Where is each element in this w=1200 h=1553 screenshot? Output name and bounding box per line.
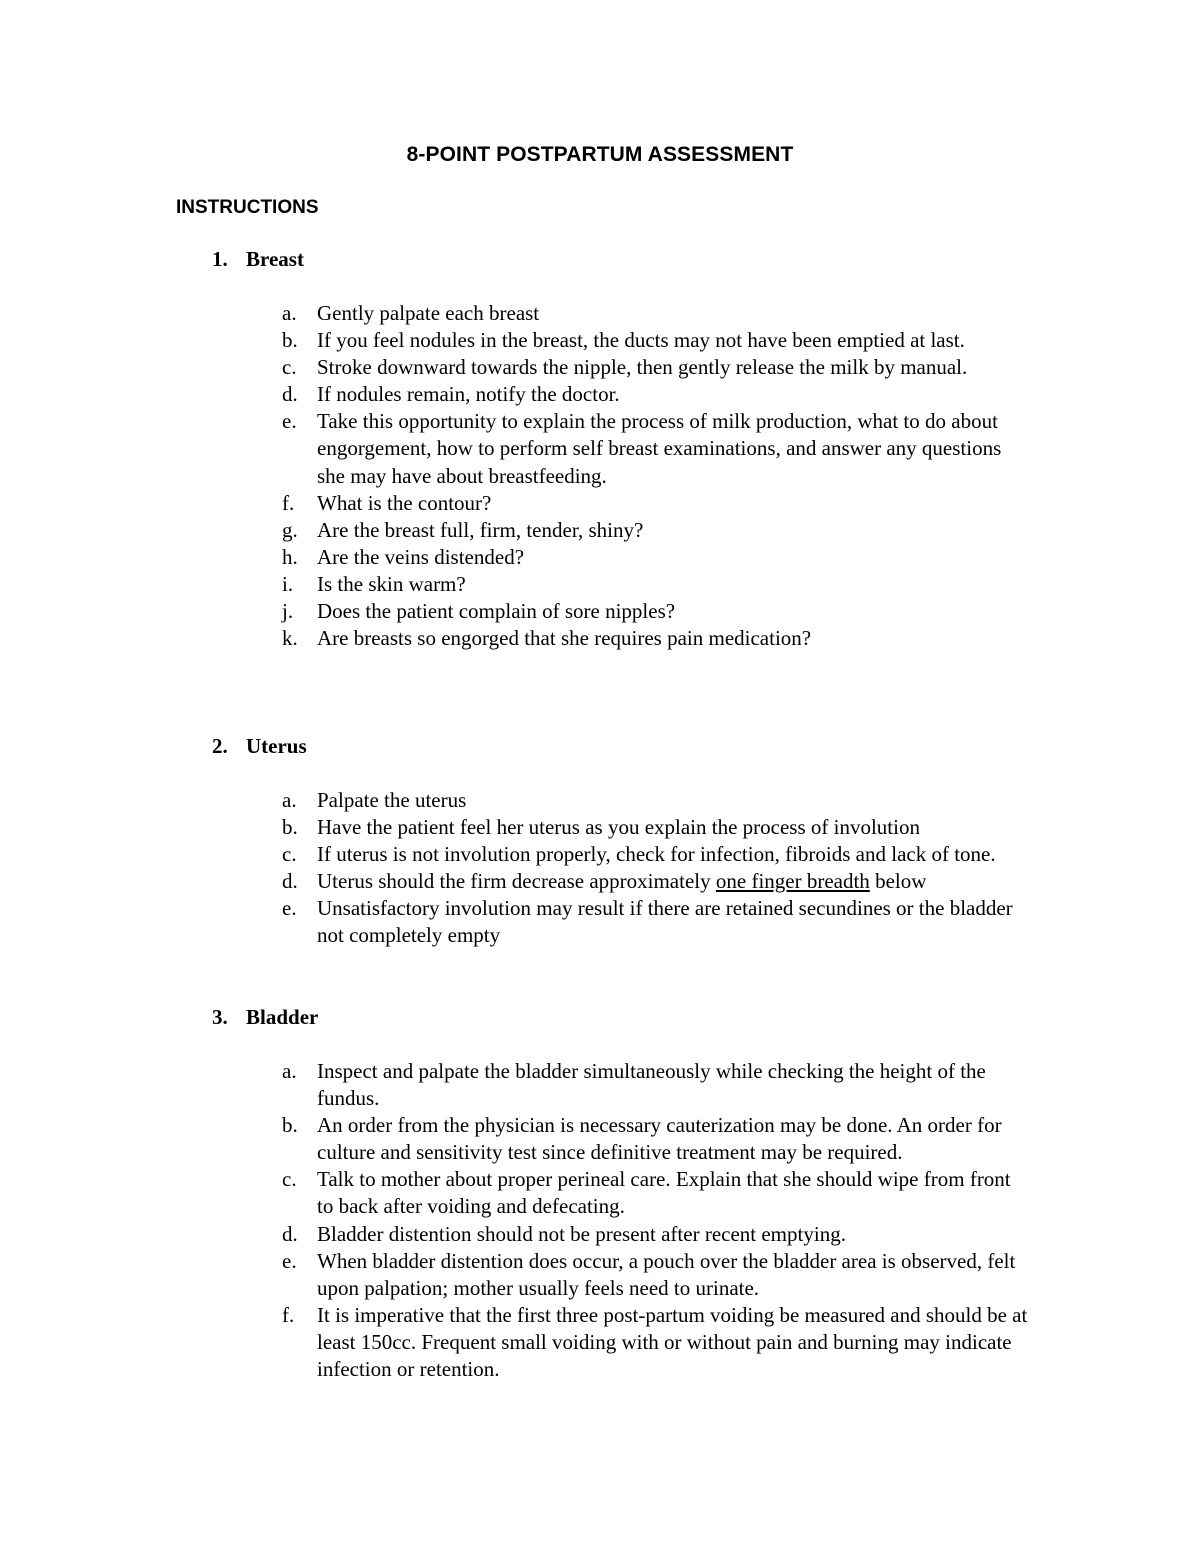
item-letter: a. [282, 788, 297, 812]
item-letter: e. [282, 1248, 297, 1273]
item-letter: a. [282, 1059, 297, 1083]
item-letter: c. [282, 842, 297, 867]
section-heading-bladder [212, 1005, 318, 1030]
item-text: Stroke downward towards the nipple, then gently release the milk by manual. [317, 355, 968, 380]
item-letter: h. [282, 544, 298, 569]
section-title: Breast [246, 247, 304, 271]
list-item [282, 841, 1032, 868]
list-item [282, 381, 1032, 408]
list-item [282, 625, 1032, 652]
item-text: When bladder distention does occur, a pouch over the bladder area is observed, felt upon palpation; mother usually feels need to urinate. [317, 1248, 1016, 1300]
list-item [282, 354, 1032, 381]
item-text: Inspect and palpate the bladder simultaneously while checking the height of the fundus. [317, 1059, 986, 1111]
list-item [282, 571, 1032, 598]
list-item [282, 300, 1032, 327]
item-text: If you feel nodules in the breast, the ducts may not have been emptied at last. [317, 328, 965, 353]
list-item [282, 895, 1032, 949]
item-letter: b. [282, 328, 298, 353]
item-text: It is imperative that the first three post-partum voiding be measured and should be at least 150cc. Frequent small voiding with or without pain and burning may indicate infection or retention. [317, 1302, 1028, 1382]
section-heading-breast [212, 247, 304, 272]
list-item [282, 598, 1032, 625]
item-text: Gently palpate each breast [317, 301, 540, 325]
item-text: Bladder distention should not be present after recent emptying. [317, 1221, 846, 1246]
bladder-item-list [282, 1058, 1032, 1383]
item-text: What is the contour? [317, 490, 492, 515]
item-text: If uterus is not involution properly, check for infection, fibroids and lack of tone. [317, 842, 996, 867]
item-letter: k. [282, 626, 298, 651]
item-text [317, 868, 1032, 895]
list-item [282, 408, 1032, 489]
item-letter: g. [282, 517, 298, 542]
item-text-part: below [869, 869, 927, 894]
instructions-heading: INSTRUCTIONS [176, 197, 319, 218]
item-text: Unsatisfactory involution may result if there are retained secundines or the bladder not completely empty [317, 896, 1013, 948]
list-item [282, 327, 1032, 354]
item-letter: d. [282, 869, 298, 894]
uterus-item-list [282, 787, 1032, 950]
item-letter: b. [282, 1113, 298, 1138]
list-item [282, 868, 1032, 895]
item-letter: i. [282, 571, 294, 596]
item-text: If nodules remain, notify the doctor. [317, 382, 620, 407]
item-text: Does the patient complain of sore nipples? [317, 599, 676, 624]
item-text: Palpate the uterus [317, 788, 467, 812]
item-letter: c. [282, 1167, 297, 1192]
item-letter: d. [282, 1221, 298, 1246]
item-text: Are the veins distended? [317, 544, 525, 569]
underlined-phrase: one finger breadth [715, 869, 870, 894]
item-letter: d. [282, 382, 298, 407]
item-letter: j. [282, 599, 294, 624]
list-item [282, 517, 1032, 544]
list-item [282, 787, 1032, 814]
item-letter: f. [282, 490, 295, 515]
list-item [282, 544, 1032, 571]
section-heading-uterus [212, 734, 307, 759]
item-letter: a. [282, 301, 297, 325]
item-text-part: Uterus should the firm decrease approximately [317, 869, 716, 894]
list-item [282, 1166, 1032, 1220]
item-text: An order from the physician is necessary cauterization may be done. An order for culture and sensitivity test since definitive treatment may be required. [317, 1113, 1002, 1165]
item-letter: e. [282, 896, 297, 921]
list-item [282, 1221, 1032, 1248]
item-text: Take this opportunity to explain the process of milk production, what to do about engorgement, how to perform self breast examinations, and answer any questions she may have about breastfeeding. [317, 409, 1002, 488]
section-number: 1. [212, 247, 228, 271]
item-letter: f. [282, 1302, 295, 1327]
list-item [282, 1302, 1032, 1383]
item-text: Is the skin warm? [317, 571, 466, 596]
section-title: Bladder [246, 1005, 319, 1029]
item-letter: c. [282, 355, 297, 380]
item-text: Are the breast full, firm, tender, shiny? [317, 517, 644, 542]
list-item [282, 490, 1032, 517]
document-title: 8-POINT POSTPARTUM ASSESSMENT [406, 143, 794, 166]
item-text: Are breasts so engorged that she requires pain medication? [317, 626, 812, 651]
item-letter: b. [282, 815, 298, 840]
list-item [282, 1112, 1032, 1166]
item-text: Have the patient feel her uterus as you explain the process of involution [317, 815, 920, 840]
section-title: Uterus [246, 734, 307, 758]
list-item [282, 1248, 1032, 1302]
item-letter: e. [282, 409, 297, 434]
breast-item-list [282, 300, 1032, 652]
list-item [282, 1058, 1032, 1112]
list-item [282, 814, 1032, 841]
section-number: 3. [212, 1005, 228, 1029]
item-text: Talk to mother about proper perineal care. Explain that she should wipe from front to back after voiding and defecating. [317, 1167, 1011, 1219]
section-number: 2. [212, 734, 228, 758]
